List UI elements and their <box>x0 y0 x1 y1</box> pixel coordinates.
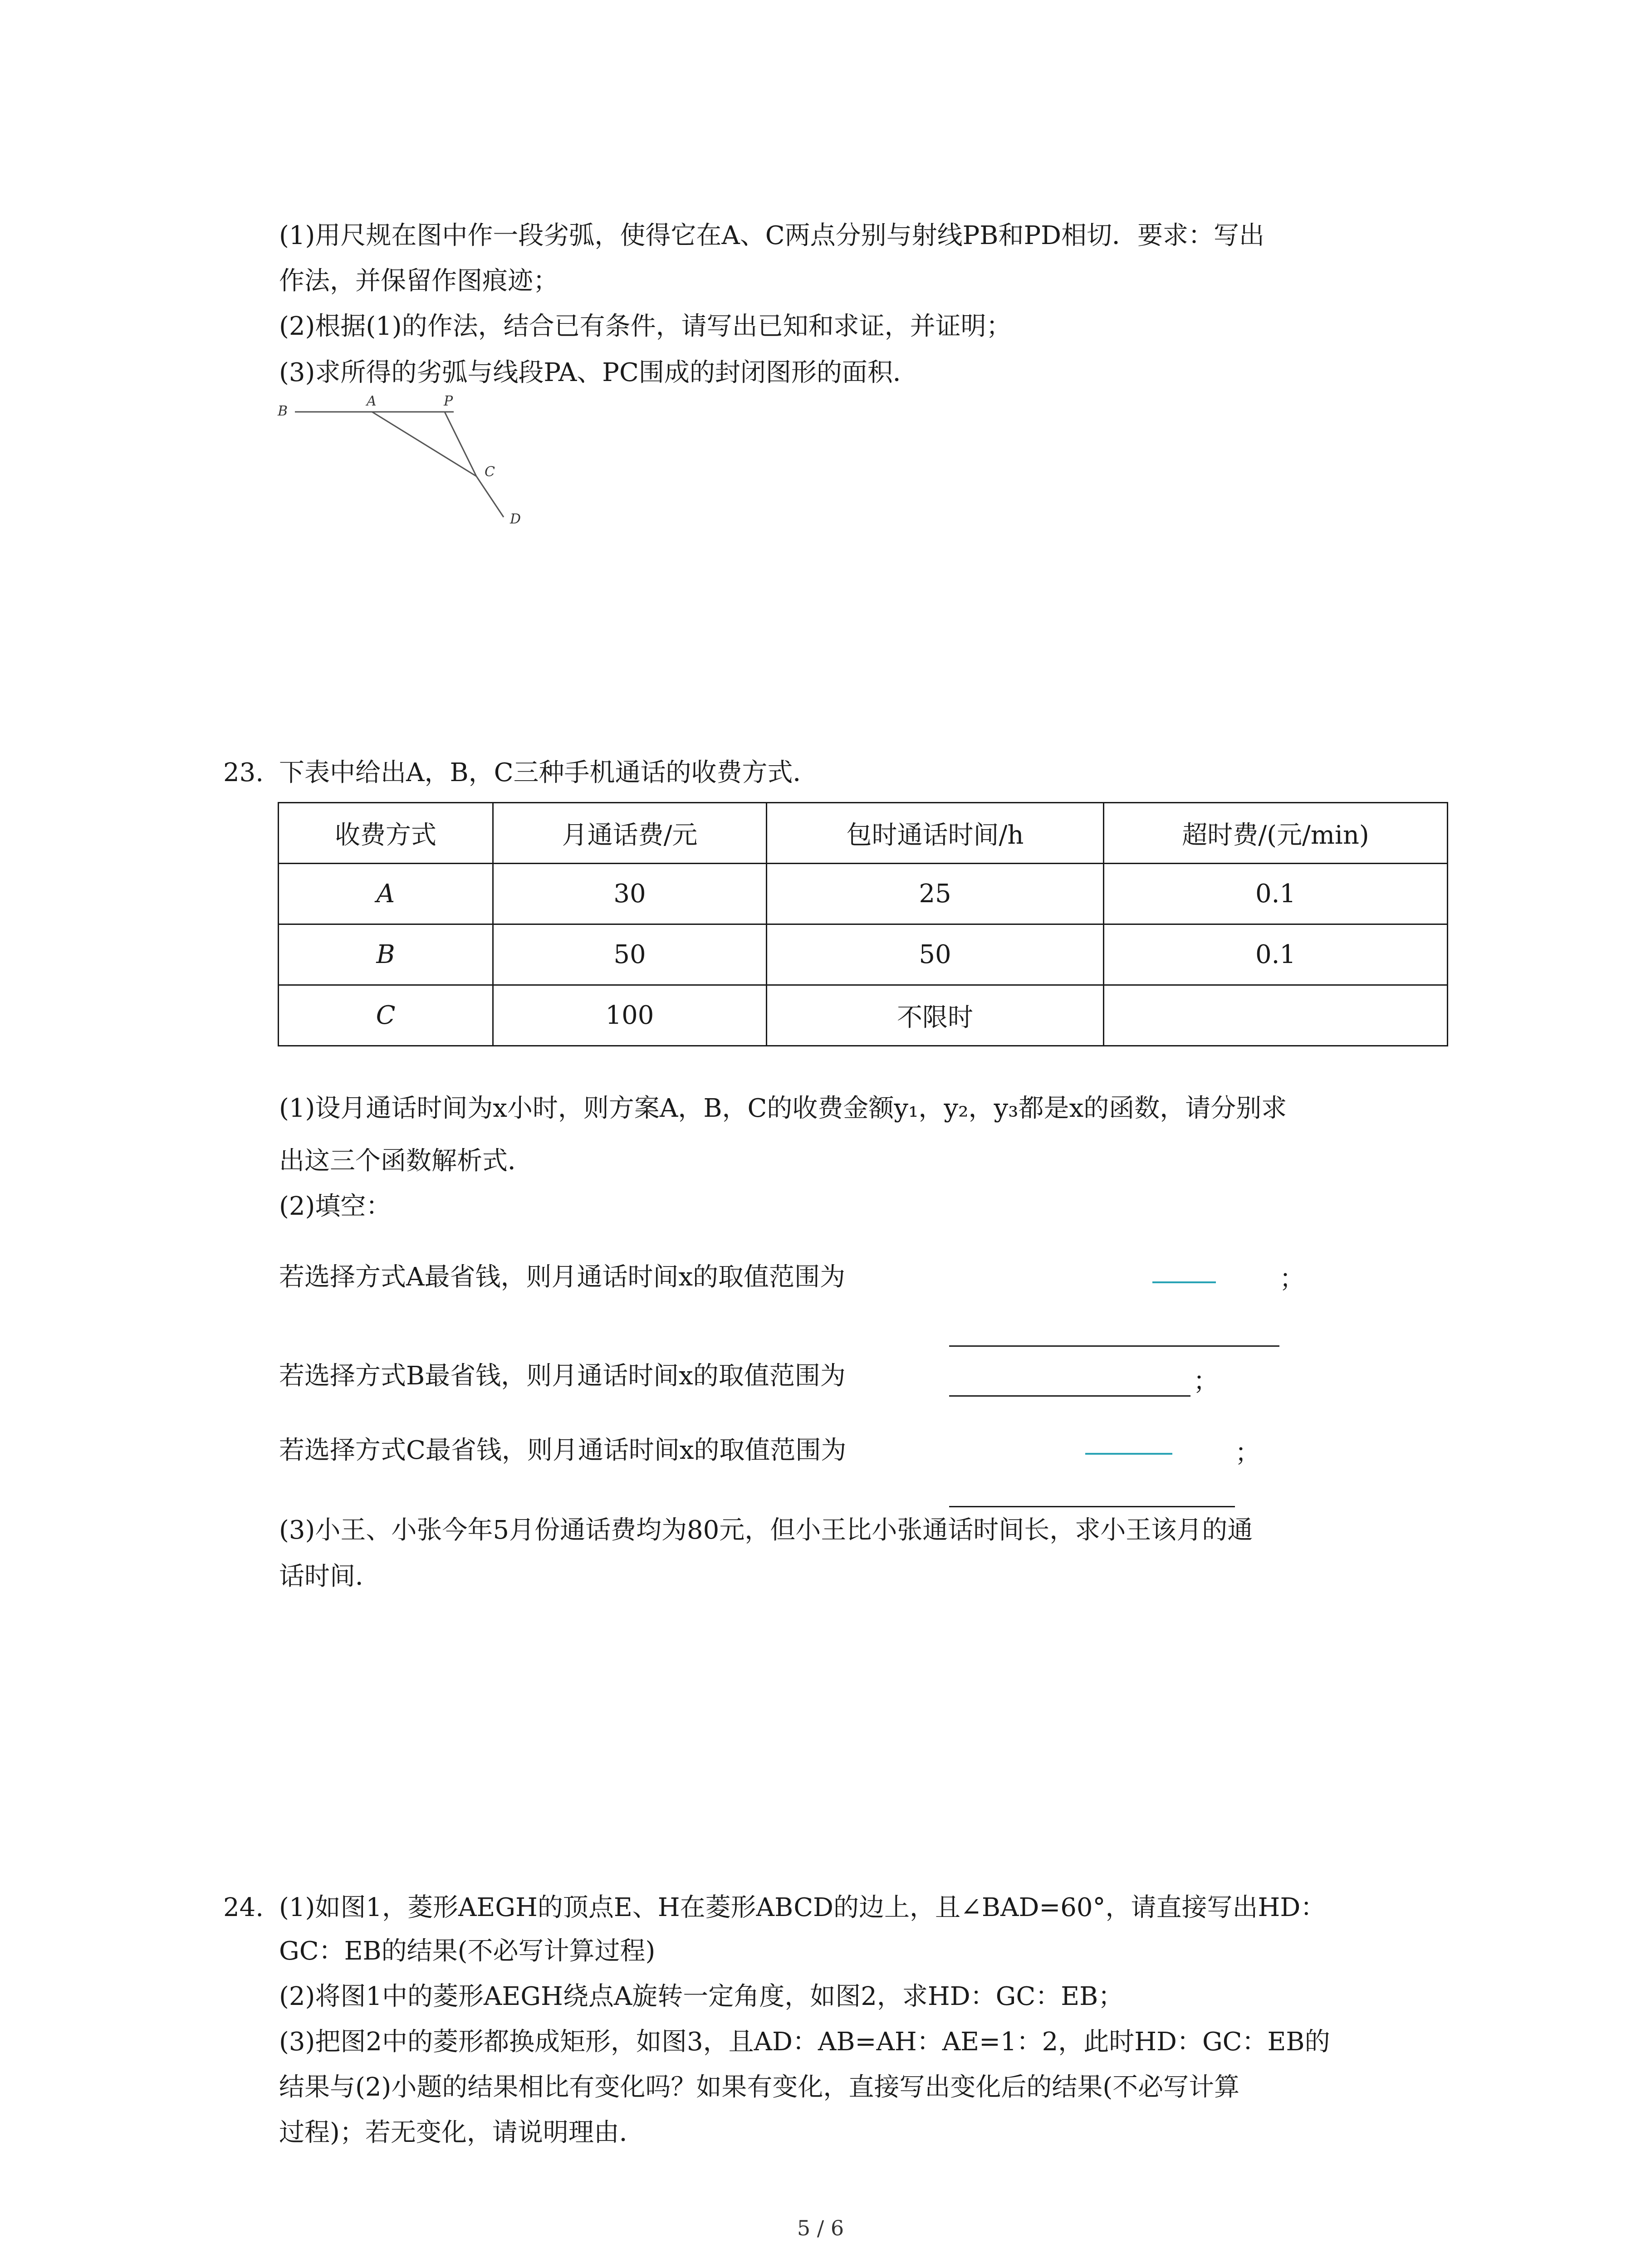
q22-part1-line1: (1)用尺规在图中作一段劣弧，使得它在A、C两点分别与射线PB和PD相切．要求：写出 <box>279 221 1265 250</box>
answer-mark-a <box>1152 1281 1216 1283</box>
q24-number: 24. <box>223 1893 264 1922</box>
table-header-cell: 超时费/(元/min) <box>1104 803 1448 864</box>
q22-geometry-figure <box>272 386 544 535</box>
fill-blank-a-text: 若选择方式A最省钱，则月通话时间x的取值范围为 <box>279 1262 846 1292</box>
q24-line4: (3)把图2中的菱形都换成矩形，如图3，且AD：AB=AH：AE=1：2，此时HD：GC：EB的 <box>279 2027 1330 2057</box>
label-c: C <box>485 464 495 480</box>
semicolon-a: ； <box>1279 1264 1305 1294</box>
fill-blank-b-text: 若选择方式B最省钱，则月通话时间x的取值范围为 <box>279 1361 846 1391</box>
q23-number: 23. <box>223 758 264 787</box>
table-cell: A <box>279 864 493 924</box>
q24-line6: 过程)；若无变化，请说明理由． <box>279 2118 645 2147</box>
table-cell: 0.1 <box>1104 864 1448 924</box>
q24-line1: (1)如图1，菱形AEGH的顶点E、H在菱形ABCD的边上，且∠BAD=60°，请直接写出HD： <box>279 1893 1326 1922</box>
ray-cd-line <box>476 476 504 517</box>
q22-part2: (2)根据(1)的作法，结合已有条件，请写出已知和求证，并证明； <box>279 312 1012 341</box>
answer-blank-b[interactable] <box>949 1395 1190 1397</box>
table-cell: B <box>279 924 493 985</box>
q24-line3: (2)将图1中的菱形AEGH绕点A旋转一定角度，如图2，求HD：GC：EB； <box>279 1982 1124 2011</box>
table-header-cell: 收费方式 <box>279 803 493 864</box>
semicolon-c: ； <box>1235 1438 1260 1468</box>
table-row <box>279 864 1448 924</box>
q23-part3-line1: (3)小王、小张今年5月份通话费均为80元，但小王比小张通话时间长，求小王该月的通 <box>279 1515 1253 1545</box>
q24-line2: GC：EB的结果(不必写计算过程) <box>279 1936 656 1966</box>
q23-part1-line1: (1)设月通话时间为x小时，则方案A，B，C的收费金额y₁，y₂，y₃都是x的函数，请分别求 <box>279 1094 1287 1123</box>
q23-part2: (2)填空： <box>279 1192 392 1221</box>
fee-table <box>278 802 1448 1046</box>
table-header-cell: 月通话费/元 <box>493 803 767 864</box>
fill-blank-c-text: 若选择方式C最省钱，则月通话时间x的取值范围为 <box>279 1436 847 1465</box>
table-cell: 50 <box>767 924 1104 985</box>
answer-blank-c[interactable] <box>949 1506 1235 1507</box>
table-row <box>279 985 1448 1046</box>
semicolon-b: ； <box>1193 1367 1219 1396</box>
answer-mark-c <box>1085 1453 1172 1455</box>
q23-part3-line2: 话时间． <box>279 1562 381 1591</box>
figure-lines <box>295 412 504 517</box>
q24-line5: 结果与(2)小题的结果相比有变化吗？如果有变化，直接写出变化后的结果(不必写计算 <box>279 2072 1240 2102</box>
q23-intro: 下表中给出A，B，C三种手机通话的收费方式． <box>279 758 818 787</box>
table-header-row <box>279 803 1448 864</box>
label-b: B <box>278 403 288 419</box>
table-cell: 25 <box>767 864 1104 924</box>
answer-blank-a[interactable] <box>949 1345 1279 1347</box>
table-cell <box>1104 985 1448 1046</box>
table-cell: 50 <box>493 924 767 985</box>
table-cell: 不限时 <box>767 985 1104 1046</box>
label-d: D <box>510 511 521 527</box>
q23-part1-line2: 出这三个函数解析式． <box>279 1146 533 1176</box>
table-cell: 100 <box>493 985 767 1046</box>
q22-part3: (3)求所得的劣弧与线段PA、PC围成的封闭图形的面积． <box>279 358 918 387</box>
page-number: 5 / 6 <box>797 2216 844 2240</box>
q22-part1-line2: 作法，并保留作图痕迹； <box>279 266 558 296</box>
label-p: P <box>444 393 453 409</box>
table-header-cell: 包时通话时间/h <box>767 803 1104 864</box>
label-a: A <box>367 393 377 409</box>
table-cell: 30 <box>493 864 767 924</box>
table-cell: 0.1 <box>1104 924 1448 985</box>
table-row <box>279 924 1448 985</box>
table-cell: C <box>279 985 493 1046</box>
